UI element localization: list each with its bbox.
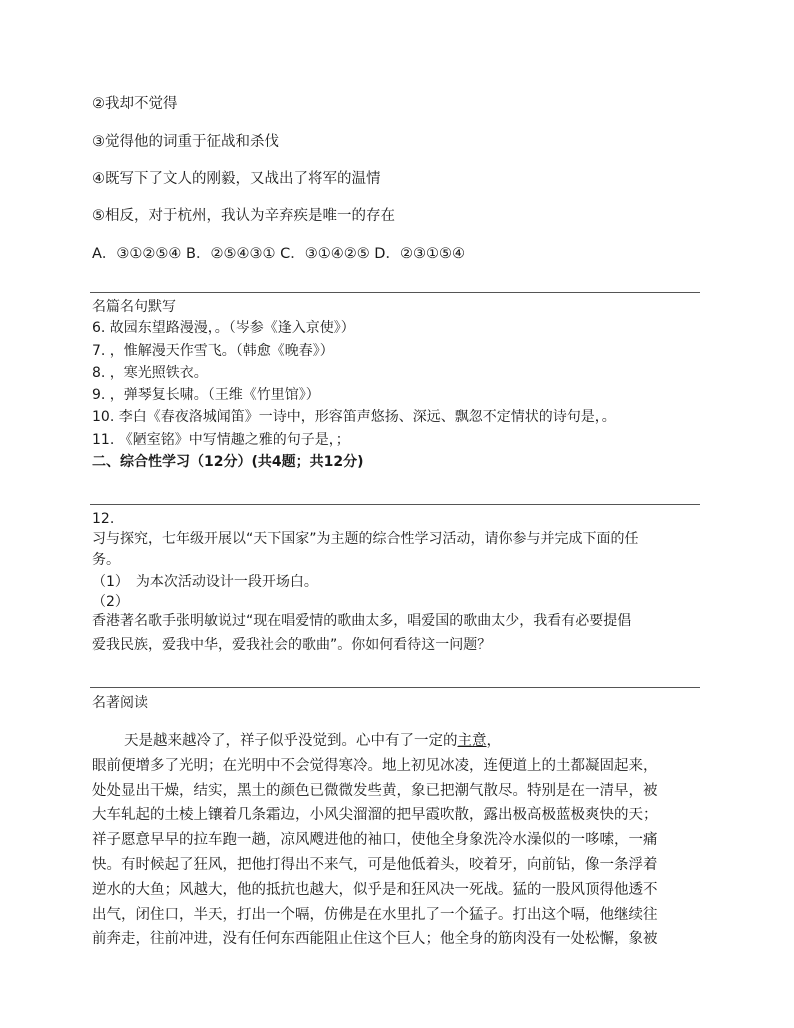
passage-line: 眼前便增多了光明；在光明中不会觉得寒冷。地上初见冰凌，连便道上的土都凝固起来， [92, 757, 658, 774]
dictation-item-11: 11. 《陋室铭》中写情趣之雅的句子是，； [92, 432, 350, 448]
passage-line: 大车轧起的土棱上镶着几条霜边，小风尖溜溜的把早霞吹散，露出极高极蓝极爽快的天； [92, 807, 658, 824]
passage-line: 快。有时候起了狂风，把他打得出不来气，可是他低着头，咬着牙，向前钻，像一条浮着 [92, 856, 658, 873]
reading-passage [92, 729, 710, 952]
option-3: ③觉得他的词重于征战和杀伐 [92, 134, 279, 150]
passage-text: ， [486, 733, 501, 749]
section-divider [90, 687, 700, 688]
dictation-item-9: 9. ，弹琴复长啸。（王维《竹里馆》） [92, 387, 320, 403]
dictation-item-6: 6. 故园东望路漫漫，。（岑参《逢入京使》） [92, 320, 355, 336]
question-12-sub-1: （1） 为本次活动设计一段开场白。 [92, 574, 318, 590]
underlined-word: 主意 [457, 733, 487, 749]
answer-choices: A．③①②⑤④ B．②⑤④③① C．③①④②⑤ D．②③①⑤④ [92, 246, 465, 262]
passage-line [92, 729, 710, 754]
passage-line: 祥子愿意早早的拉车跑一趟，凉风飕进他的袖口，使他全身象洗冷水澡似的一哆嗦，一痛 [92, 832, 658, 849]
dictation-item-8: 8. ，寒光照铁衣。 [92, 365, 208, 381]
passage-line: 出气，闭住口，半天，打出一个嗝，仿佛是在水里扎了一个猛子。打出这个嗝，他继续往 [92, 906, 658, 923]
dictation-item-7: 7. ，惟解漫天作雪飞。（韩愈《晚春》） [92, 343, 334, 359]
question-12-intro-cont: 务。 [92, 552, 120, 568]
section-two-heading: 二、综合性学习（12分）(共4题；共12分) [92, 454, 364, 470]
reading-heading: 名著阅读 [92, 695, 148, 711]
passage-line: 处处显出干燥，结实，黑土的颜色已微微发些黄，象已把潮气散尽。特别是在一清早，被 [92, 782, 658, 799]
option-2: ②我却不觉得 [92, 96, 178, 112]
question-12-sub-2: （2） [92, 594, 129, 610]
question-12-number: 12. [92, 511, 115, 527]
option-5: ⑤相反，对于杭州，我认为辛弃疾是唯一的存在 [92, 208, 395, 224]
passage-line: 前奔走，往前冲进，没有任何东西能阻止住这个巨人；他全身的筋肉没有一处松懈，象被 [92, 931, 658, 948]
option-4: ④既写下了文人的刚毅，又战出了将军的温情 [92, 171, 381, 187]
dictation-item-10: 10. 李白《春夜洛城闻笛》一诗中，形容笛声悠扬、深远、飘忽不定情状的诗句是，。 [92, 409, 616, 425]
question-12-quote-cont: 爱我民族，爱我中华，爱我社会的歌曲”。你如何看待这一问题？ [92, 637, 492, 653]
section-divider [90, 292, 700, 293]
question-12-intro: 习与探究，七年级开展以“天下国家”为主题的综合性学习活动，请你参与并完成下面的任 [92, 531, 639, 547]
dictation-heading: 名篇名句默写 [92, 299, 176, 315]
question-12-quote: 香港著名歌手张明敏说过“现在唱爱情的歌曲太多，唱爱国的歌曲太少，我看有必要提倡 [92, 613, 632, 629]
passage-text: 天是越来越冷了，祥子似乎没觉到。心中有了一定的 [124, 733, 458, 749]
passage-line: 逆水的大鱼；风越大，他的抵抗也越大，似乎是和狂风决一死战。猛的一股风顶得他透不 [92, 881, 658, 898]
section-divider [90, 504, 700, 505]
